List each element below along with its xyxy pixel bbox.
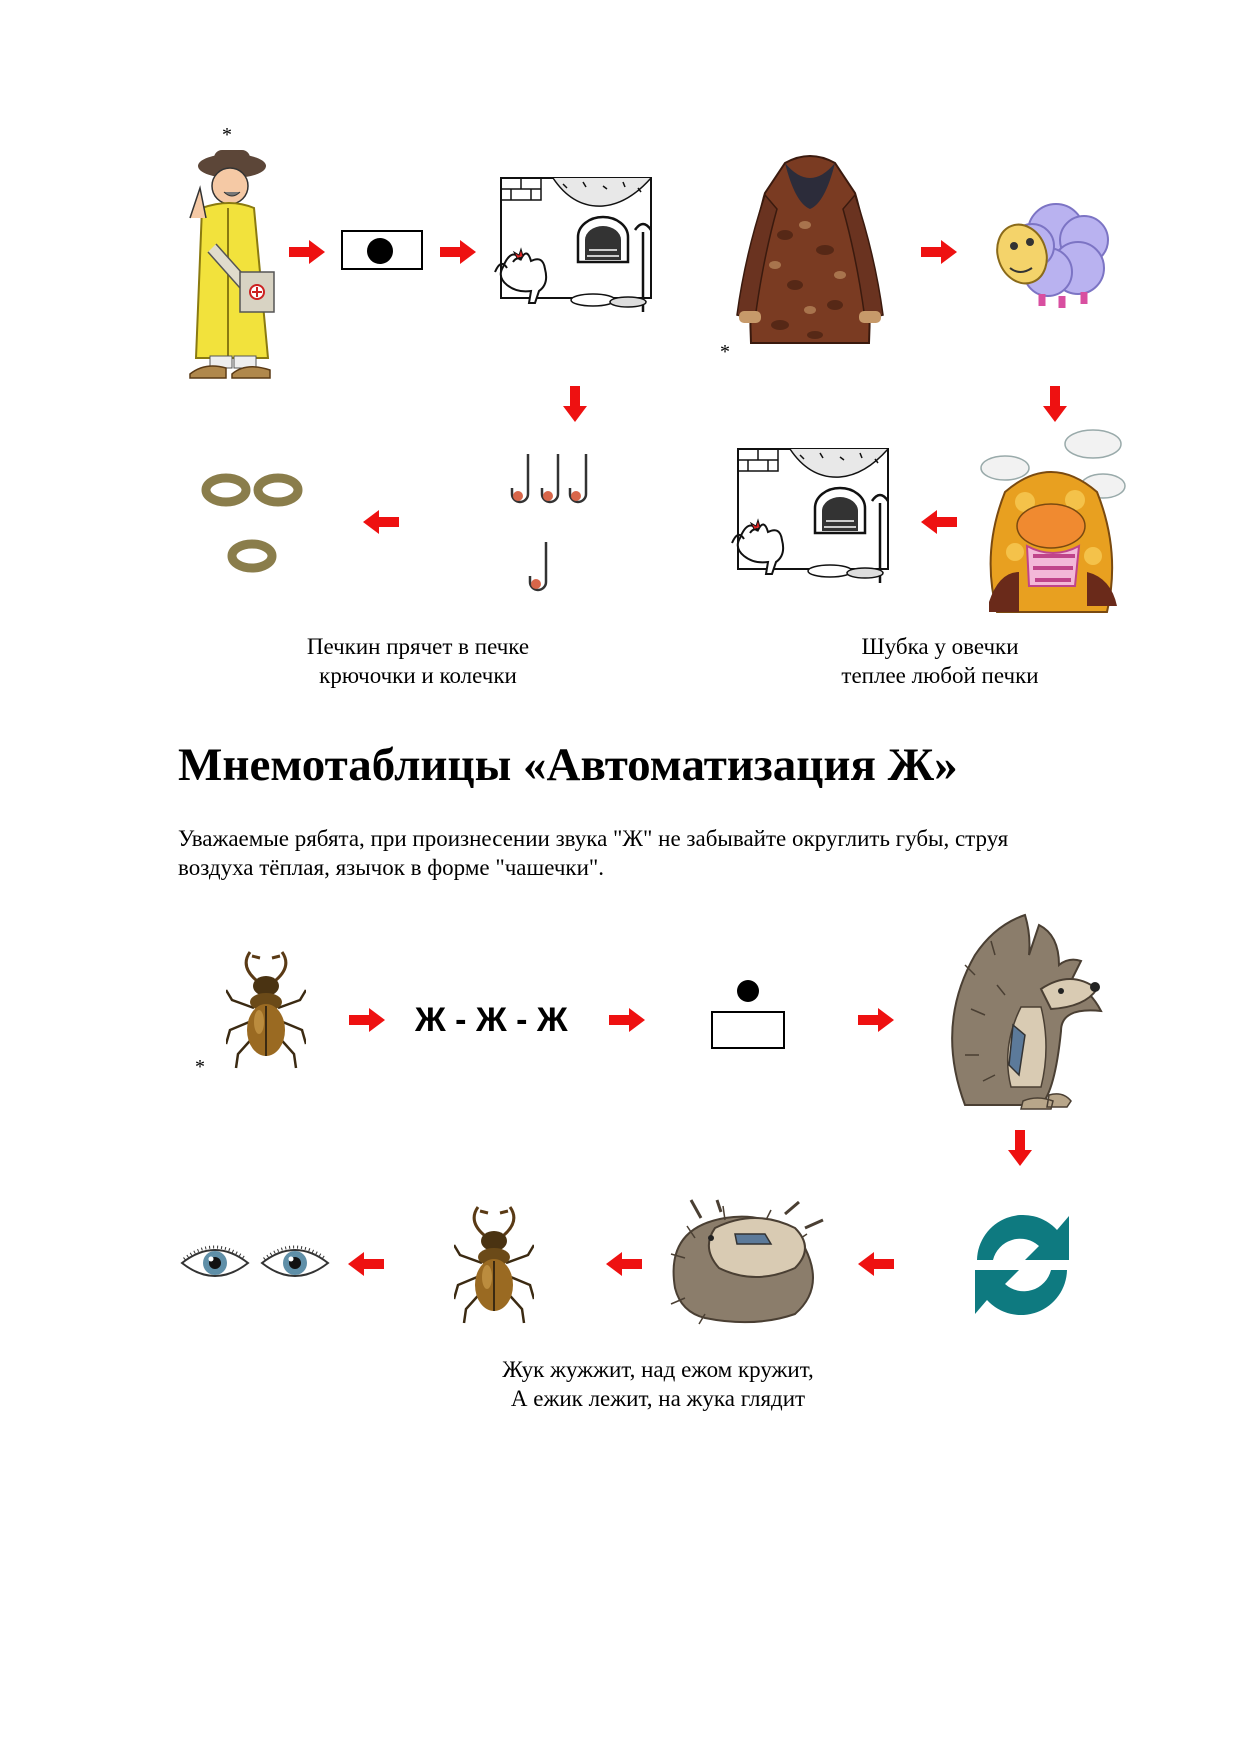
- stove-with-rooster-icon: [493, 172, 663, 322]
- arrow-down-icon: [1043, 386, 1067, 422]
- rings-icon: [200, 470, 310, 576]
- caption-line: Печкин прячет в печке: [306, 634, 530, 659]
- caption-line: теплее любой печки: [841, 663, 1039, 688]
- warm-sheep-in-scarf-icon: [975, 422, 1131, 616]
- fur-coat-icon: [735, 155, 885, 351]
- footnote-mark: *: [720, 341, 730, 363]
- arrow-right-icon: [349, 1008, 385, 1032]
- arrow-left-icon: [606, 1252, 642, 1276]
- stag-beetle-icon: [226, 950, 306, 1070]
- footnote-mark: *: [195, 1056, 205, 1078]
- sheep-icon: [992, 188, 1120, 312]
- arrow-left-icon: [363, 510, 399, 534]
- arrow-right-icon: [440, 240, 476, 264]
- arrow-down-icon: [563, 386, 587, 422]
- caption-line: крючочки и колечки: [319, 663, 517, 688]
- intro-line: Уважаемые рябята, при произнесении звука "Ж" не забывайте округлить губы, струя: [178, 826, 1009, 851]
- eyes-icon: [180, 1243, 330, 1285]
- intro-line: воздуха тёплая, язычок в форме "чашечки".: [178, 855, 605, 880]
- arrow-right-icon: [609, 1008, 645, 1032]
- caption-sheep: [790, 632, 1090, 690]
- caption-line: А ежик лежит, на жука глядит: [510, 1386, 806, 1411]
- arrow-right-icon: [858, 1008, 894, 1032]
- intro-paragraph: [178, 824, 1118, 882]
- caption-line: Жук жужжит, над ежом кружит,: [502, 1357, 814, 1382]
- arrow-down-icon: [1008, 1130, 1032, 1166]
- arrow-left-icon: [348, 1252, 384, 1276]
- stag-beetle-icon: [454, 1205, 534, 1325]
- tongue-cup-symbol-icon: [711, 980, 787, 1050]
- pechkin-postman-icon: [180, 148, 276, 384]
- hedgehog-icon: [945, 915, 1105, 1115]
- stove-with-rooster-icon: [730, 443, 900, 593]
- arrow-right-icon: [289, 240, 325, 264]
- caption-zhuk: [458, 1355, 858, 1413]
- hedgehog-lying-icon: [665, 1198, 831, 1324]
- footnote-mark: *: [222, 124, 232, 146]
- caption-pechkin: [268, 632, 568, 690]
- arrow-left-icon: [858, 1252, 894, 1276]
- arrow-left-icon: [921, 510, 957, 534]
- caption-line: Шубка у овечки: [861, 634, 1019, 659]
- hooks-icon: [508, 452, 592, 592]
- sound-zh-text: Ж - Ж - Ж: [415, 1001, 568, 1039]
- arrow-right-icon: [921, 240, 957, 264]
- mouth-symbol-icon: [341, 230, 423, 270]
- page-title: Мнемотаблицы «Автоматизация Ж»: [178, 739, 958, 791]
- rotate-cycle-icon: [957, 1200, 1087, 1330]
